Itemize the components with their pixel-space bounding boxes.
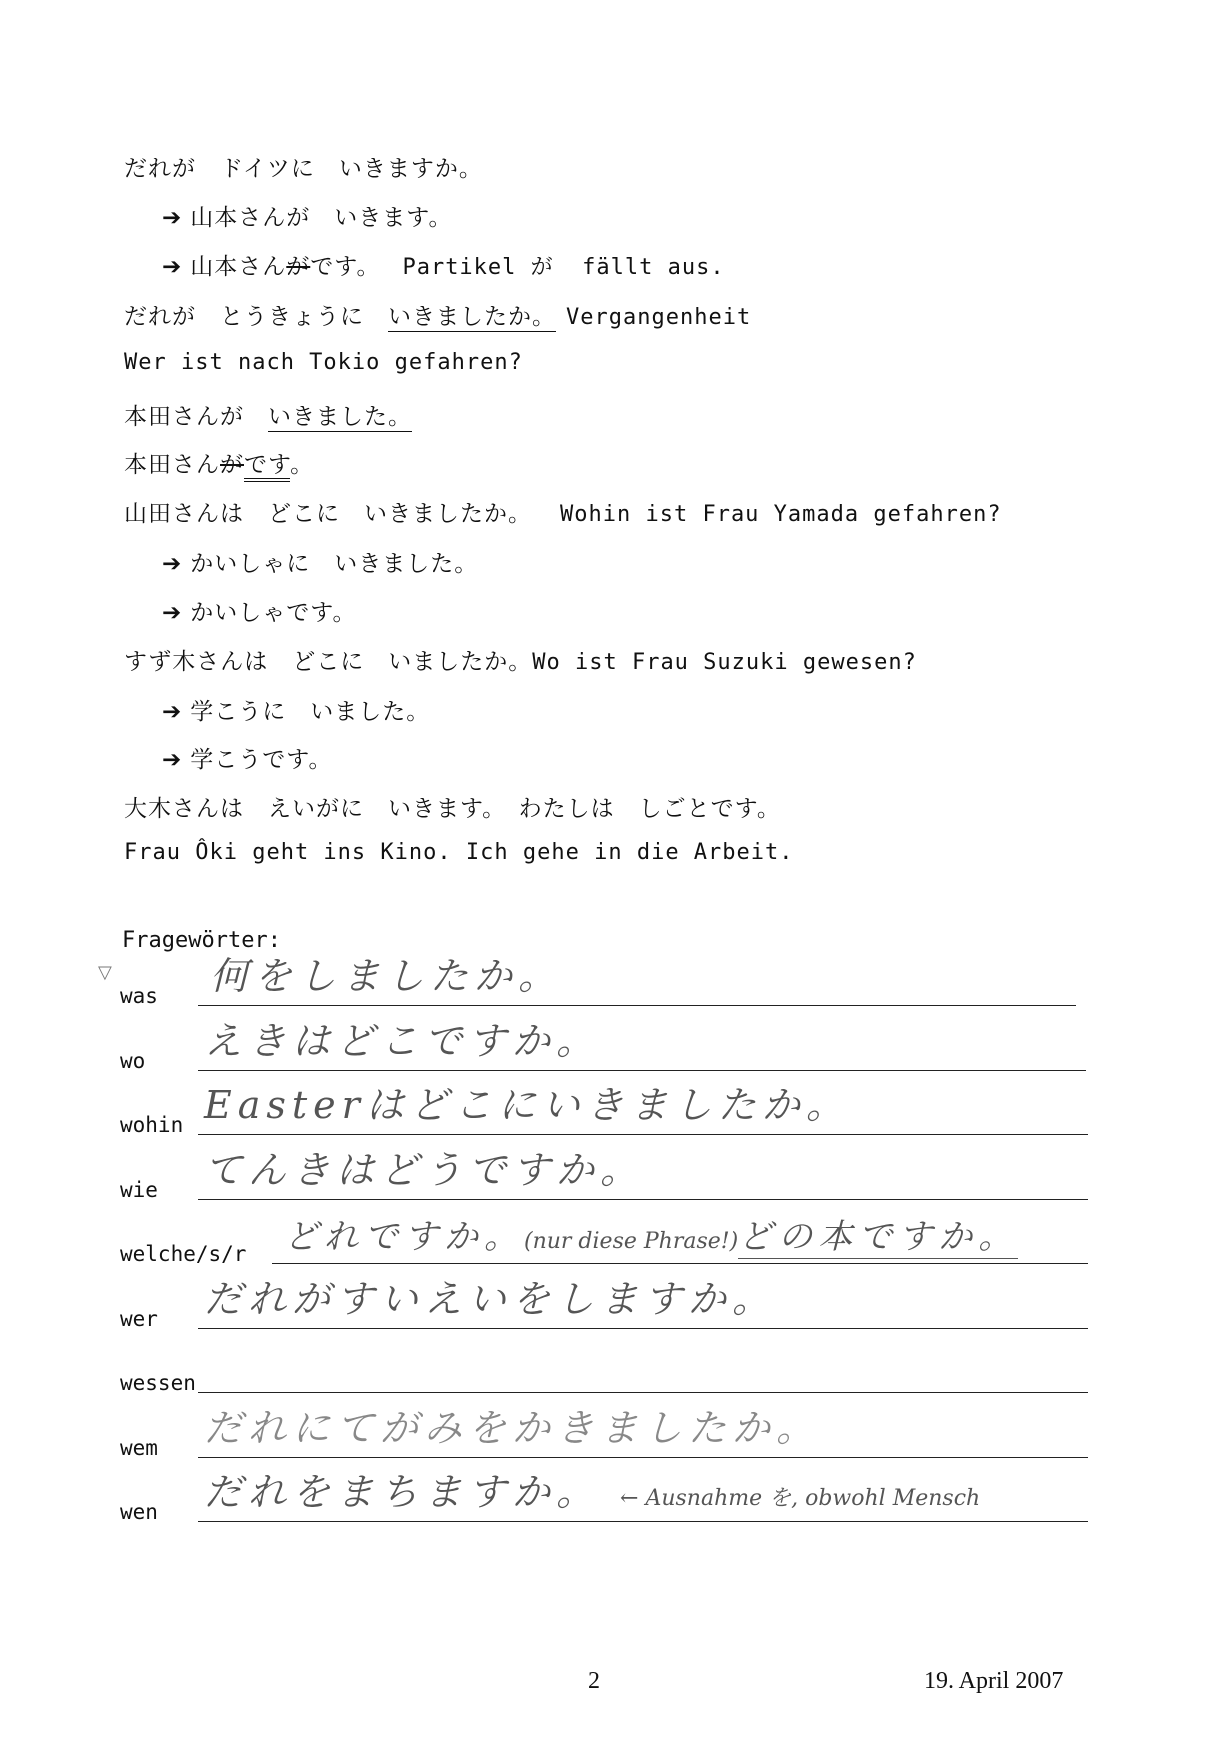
answer-2a: 本田さんが いきました。 — [124, 404, 412, 430]
arrow-icon: ➔ — [162, 600, 183, 626]
sentence-2: だれが とうきょうに いきましたか。 Vergangenheit — [124, 304, 752, 330]
arrow-icon: ➔ — [162, 205, 183, 231]
sentence-5: 大木さんは えいがに いきます。 わたしは しごとです。 — [124, 796, 781, 822]
document-date: 19. April 2007 — [924, 1668, 1064, 1694]
answer-3b: ➔ かいしゃです。 — [162, 600, 357, 626]
question-row-wer: wer だれがすいえいをしますか。 — [120, 1279, 1070, 1331]
handwritten-answer: 何をしましたか。 — [210, 954, 563, 998]
answer-3a: ➔ かいしゃに いきました。 — [162, 551, 479, 577]
handwritten-answer: だれをまちますか。 ← Ausnahme を, obwohl Mensch — [204, 1470, 981, 1514]
question-row-wie: wie てんきはどうですか。 — [120, 1150, 1070, 1202]
answer-4b: ➔ 学こうです。 — [162, 747, 333, 773]
answer-line — [272, 1263, 1088, 1264]
answer-line — [198, 1328, 1088, 1329]
question-row-was: was 何をしましたか。 — [120, 956, 1070, 1008]
answer-line — [198, 1521, 1088, 1522]
answer-1b: ➔ 山本さんがです。 Partikel が fällt aus. — [162, 254, 725, 280]
question-words-heading: Fragewörter: — [122, 928, 281, 953]
answer-line — [198, 1134, 1088, 1135]
question-row-wo: wo えきはどこですか。 — [120, 1021, 1070, 1073]
handwritten-answer: Easterはどこにいきましたか。 — [204, 1083, 850, 1127]
sentence-3: 山田さんは どこに いきましたか。 Wohin ist Frau Yamada gefahren? — [124, 501, 1002, 527]
handwritten-answer: てんきはどうですか。 — [204, 1148, 645, 1192]
margin-mark: ▽ — [98, 962, 112, 983]
question-row-wen: wen だれをまちますか。 ← Ausnahme を, obwohl Mensch — [120, 1472, 1070, 1524]
translation-2: Wer ist nach Tokio gefahren? — [124, 350, 523, 375]
arrow-icon: ➔ — [162, 254, 183, 280]
handwritten-answer: どれですか。(nur diese Phrase!)どの本ですか。 — [284, 1217, 1019, 1257]
arrow-icon: ➔ — [162, 747, 183, 773]
handwritten-note: ← Ausnahme を, obwohl Mensch — [620, 1486, 981, 1511]
handwritten-note: (nur diese Phrase!) — [524, 1229, 739, 1254]
answer-2b: 本田さんがです。 — [124, 446, 314, 479]
answer-line — [198, 1005, 1076, 1006]
question-row-wessen: wessen — [120, 1343, 1070, 1395]
arrow-icon: ➔ — [162, 551, 183, 577]
answer-1a: ➔ 山本さんが いきます。 — [162, 205, 453, 231]
sentence-1: だれが ドイツに いきますか。 — [124, 156, 483, 182]
answer-4a: ➔ 学こうに いました。 — [162, 699, 431, 725]
answer-line — [198, 1457, 1088, 1458]
question-row-wohin: wohin Easterはどこにいきましたか。 — [120, 1085, 1070, 1137]
handwritten-answer: だれにてがみをかきましたか。 — [204, 1406, 821, 1450]
answer-line — [198, 1199, 1088, 1200]
question-row-welche: welche/s/r どれですか。(nur diese Phrase!)どの本ですか。 — [120, 1214, 1070, 1266]
translation-5: Frau Ôki geht ins Kino. Ich gehe in die Arbeit. — [124, 840, 794, 865]
page-number: 2 — [588, 1668, 600, 1694]
question-row-wem: wem だれにてがみをかきましたか。 — [120, 1408, 1070, 1460]
sentence-4: すず木さんは どこに いましたか。Wo ist Frau Suzuki gewesen? — [124, 649, 917, 675]
arrow-icon: ➔ — [162, 699, 183, 725]
handwritten-answer: えきはどこですか。 — [204, 1019, 601, 1063]
answer-line — [198, 1070, 1086, 1071]
answer-line — [198, 1392, 1088, 1393]
handwritten-answer: だれがすいえいをしますか。 — [204, 1277, 777, 1321]
